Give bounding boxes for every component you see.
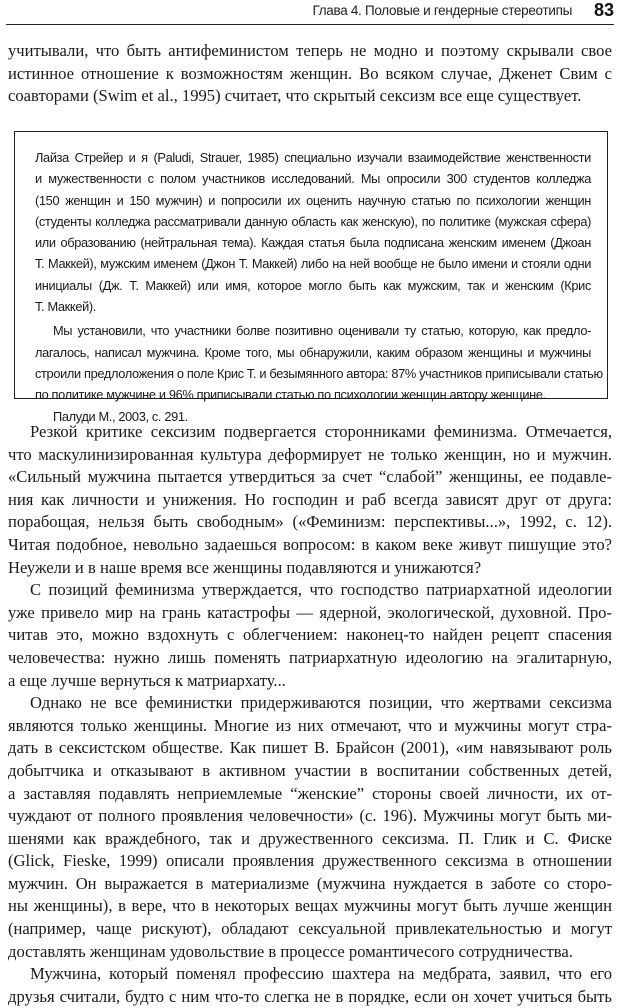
text-line: Однако не все феминистки придерживаются позиции, что жертвами сексизма (30, 693, 612, 713)
text-line: лагалось, написал мужчина. Кроме того, мы обнаружили, каким образом женщины и мужчины (35, 344, 591, 360)
text-line: и мужественности с полом участников исследований. Мы опросили 300 студентов колледжа (35, 171, 591, 187)
text-line: по политике мужчине и 96% приписывали статью по психологии женщин автору женщине. (35, 387, 546, 403)
text-line: дать в сексистском обществе. Как пишет В. Брайсон (2001), «им навязывают роль (8, 738, 612, 758)
text-line: учитывали, что быть антифеминистом теперь не модно и поэтому скрывали свое (8, 41, 612, 60)
running-header (6, 0, 614, 25)
main-text (8, 421, 612, 1008)
text-line: соавторами (Swim et al., 1995) считает, что скрытый сексизм все еще существует. (8, 86, 582, 106)
text-line: Лайза Стрейер и я (Paludi, Strauer, 1985) специально изучали взаимодействие женственности (35, 150, 591, 165)
text-line: или образованию (нейтральная тема). Каждая статья была подписана женским именем (Джоан (35, 235, 591, 251)
text-line: истинное отношение к возможностям женщин. Во всяком случае, Дженет Свим с (8, 63, 612, 83)
text-line: Неужели и в наше время все женщины подавляются и унижаются? (8, 557, 482, 577)
quote-box (14, 131, 608, 424)
text-line: (например, чаще рискуют), обладают сексуальной привлекательностью и могут (8, 919, 612, 939)
text-line: Т. Маккей), мужским именем (Джон Т. Маккей) либо на ней вообще не было имени и стояли одни (35, 256, 591, 272)
text-line: что маскулинизированная культура деформирует не только женщин, но и мужчин. (8, 444, 612, 464)
text-line: человечества: нужно лишь поменять патриархатную идеологию на эгалитарную, (8, 647, 612, 667)
text-line: ния как личности и унижения. Но господин и раб всегда зависят друг от друга: (8, 489, 612, 509)
quote-box-text (35, 147, 603, 427)
text-line: (150 женщин и 150 мужчин) и попросили их оценить научную статью по психологии женщин (35, 192, 591, 208)
text-line: друзья считали, будто с ним что-то слегка не в порядке, если он хочет учиться быть (8, 986, 612, 1006)
text-line: инициалы (Дж. Т. Маккей) или имя, которое могло быть как мужским, так и женским (Крис (35, 277, 591, 293)
text-line: Мы установили, что участники болве позитивно оценивали ту статью, которую, как предло- (53, 323, 591, 339)
page-number: 83 (593, 0, 614, 20)
text-line: уже привело мир на грань катастрофы — ядерной, экологической, духовной. Про- (8, 602, 612, 622)
text-line: (студенты колледжа рассматривали данную область как женскую), по политике (мужская сфера) (35, 213, 591, 229)
text-line: Резкой критике сексизим подвергается сторонниками феминизма. Отмечается, (30, 422, 612, 441)
chapter-title: Глава 4. Половые и гендерные стереотипы (312, 3, 572, 18)
text-line: порабощая, нельзя быть свободным» («Феминизм: перспективы...», 1992, с. 12). (8, 512, 612, 532)
text-line: шенями как враждебного, так и дружественного сексизма. П. Глик и С. Фиске (8, 828, 612, 848)
text-line: а заставляя подавлять неприемлемые “женские” стороны своей личности, их от- (8, 783, 612, 803)
text-line: чуждают от полного проявления человечности» (с. 196). Мужчины могут быть ми- (8, 806, 612, 826)
text-line: читав это, можно вздохнуть с облегчением: наконец-то найден рецепт спасения (8, 625, 612, 645)
text-line: строили предлоложения о поле Крис Т. и безымянного автора: 87% участников приписывали статью (35, 365, 603, 381)
text-line: мужчин. Он выражается в материализме (мужчина нуждается в заботе со сторо- (8, 873, 612, 893)
text-line: доставлять женщинам удовольствие в процессе романтичесого сотрудничества. (8, 941, 573, 961)
text-line: являются только женщины. Многие из них отмечают, что и мужчины могут стра- (8, 715, 612, 735)
text-line: Мужчина, который поменял профессию шахтера на медбрата, заявил, что его (30, 964, 612, 984)
text-line: Т. Маккей). (35, 299, 97, 315)
text-line: (Glick, Fieske, 1999) описали проявления дружественного сексизма в отношении (8, 851, 612, 871)
text-line: добытчика и отказывают в активном участии в воспитании собственных детей, (8, 760, 612, 780)
intro-paragraph (8, 40, 612, 108)
citation: Палуди М., 2003, с. 291. (53, 408, 188, 424)
text-line: Читая подобное, невольно задаешься вопросом: в каком веке живут пишущие это? (8, 534, 612, 554)
text-line: С позиций феминизма утверждается, что господство патриархатной идеологии (30, 580, 612, 600)
text-line: а еще лучше вернуться к матриархату... (8, 670, 286, 690)
text-line: ны женщины), в вере, что в некоторых вещах мужчины могут быть лучше женщин (8, 896, 612, 916)
text-line: «Сильный мужчина пытается утвердиться за счет “слабой” женщины, ее подавле- (8, 467, 612, 487)
